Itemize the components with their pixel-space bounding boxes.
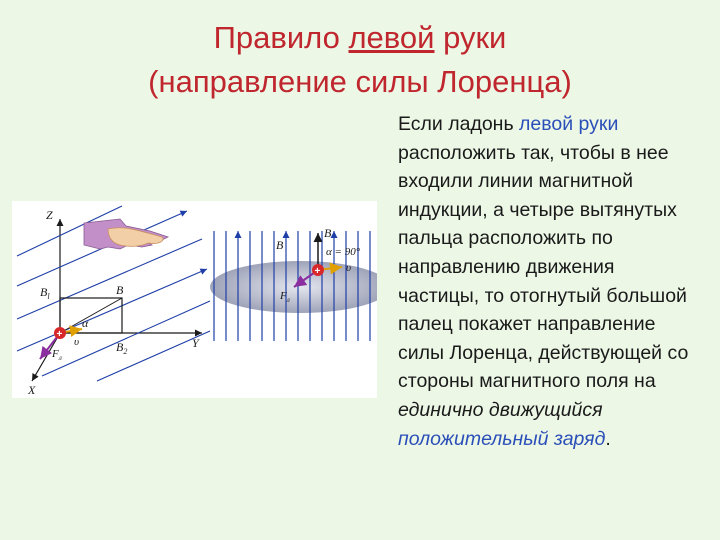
axis-z-label: Z (46, 208, 53, 222)
v-label-right: υ (346, 262, 352, 274)
b1-label: $B_l$ (40, 285, 50, 301)
title-line-1 (40, 16, 680, 60)
charge-sign-left: + (56, 329, 63, 340)
text-part-end: . (605, 427, 611, 450)
axis-y-label: Y (192, 336, 199, 350)
b2-label: $B_2$ (116, 340, 128, 356)
f-label-right: $F_л$ (280, 290, 290, 304)
alpha-label: α (82, 316, 89, 330)
lorentz-force-diagram (12, 201, 377, 398)
title-line-2: (направление силы Лоренца) (148, 64, 572, 99)
title-suffix: руки (434, 20, 507, 55)
text-part-1: Если ладонь (398, 113, 520, 135)
b-label-right-1: B (276, 238, 284, 252)
f-label-left: $F_л$ (52, 348, 62, 362)
diagonal-b (60, 298, 122, 333)
rule-description (398, 110, 698, 453)
text-part-left-hand: левой руки (519, 113, 619, 135)
b-label-right-2: B (324, 226, 332, 240)
alpha-90-label: α = 90° (326, 246, 361, 258)
title-underlined-word: левой (348, 20, 435, 55)
b-label: B (116, 283, 124, 297)
charge-sign-right: + (314, 266, 321, 277)
text-part-moving-charge: единично движущийся (398, 398, 603, 421)
v-label-left: υ (74, 336, 80, 348)
axis-x-label: X (28, 383, 36, 397)
text-part-positive-charge: положительный заряд (398, 427, 606, 450)
text-part-3: расположить так, чтобы в нее входили линии магнитной индукции, а четыре вытянутых пальца расположить по направлению движения частицы, то отогнутый большой палец покажет направление силы Лоренца, действующей со стороны магнитного поля на (398, 141, 689, 393)
field-disc (210, 261, 377, 313)
title-prefix: Правило (213, 20, 349, 55)
left-hand-icon (84, 219, 168, 249)
slide-title (40, 16, 680, 104)
